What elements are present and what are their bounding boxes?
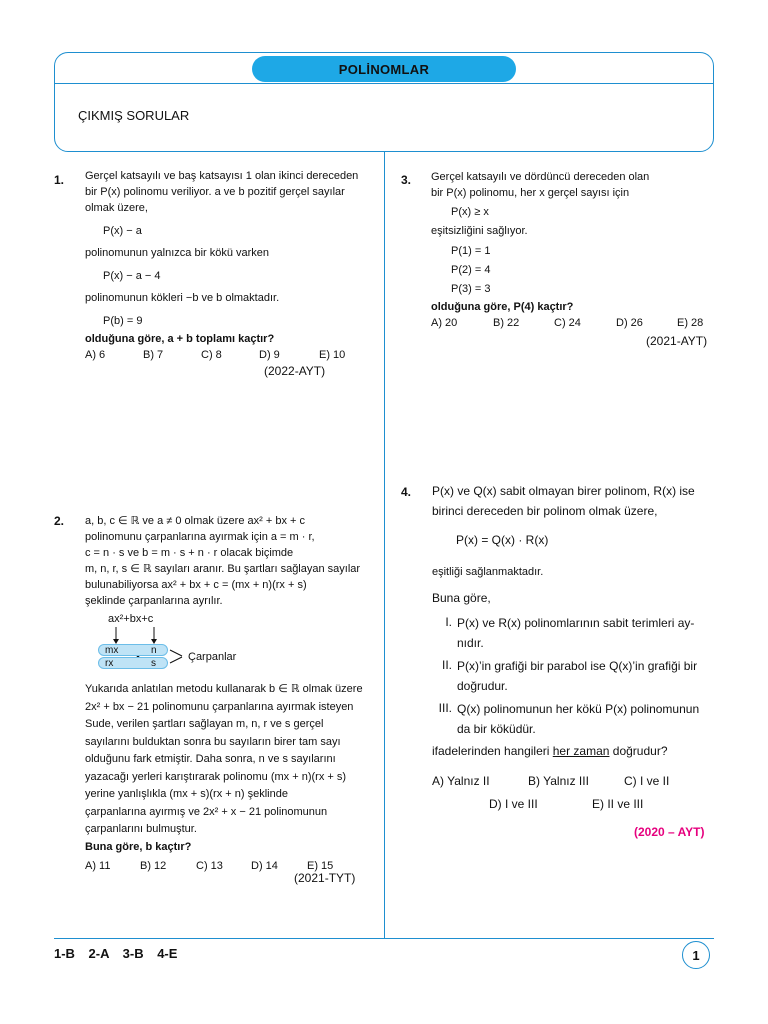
q3-condition: P(2) = 4 xyxy=(451,264,491,276)
statement xyxy=(432,656,699,696)
choice[interactable]: E) 15 xyxy=(307,860,334,872)
q2-line: bulunabiliyorsa ax² + bx + c = (mx + n)(rx + s) xyxy=(85,579,307,591)
source-label-highlight: (2020 – AYT) xyxy=(634,825,705,839)
column-divider xyxy=(384,152,385,938)
q4-expr: P(x) = Q(x) · R(x) xyxy=(456,533,549,547)
question-2-body xyxy=(85,681,363,872)
q1-choices xyxy=(85,349,358,361)
choice[interactable]: C) 8 xyxy=(201,349,222,361)
q3-condition: P(3) = 3 xyxy=(451,283,491,295)
question-1 xyxy=(85,168,358,361)
q4-question xyxy=(432,742,668,760)
choice[interactable]: E) 10 xyxy=(319,349,346,361)
diagram-row-1 xyxy=(98,644,168,656)
q3-condition: P(1) = 1 xyxy=(451,245,491,257)
diagram-rx: rx xyxy=(105,658,114,669)
q4-ask: ifadelerinden hangileri xyxy=(432,744,553,758)
q1-expr: P(x) − a xyxy=(103,225,142,237)
q3-line: Gerçel katsayılı ve dördüncü dereceden olan xyxy=(431,171,650,183)
page-number: 1 xyxy=(682,941,710,969)
choice[interactable]: C) 24 xyxy=(554,317,581,329)
choice[interactable]: A) 11 xyxy=(85,860,111,872)
q2-line: yerine yanlışlıkla (mx + s)(rx + n) şeklinde xyxy=(85,788,288,800)
q4-choices-row-1 xyxy=(432,774,669,788)
choice[interactable]: D) 9 xyxy=(259,349,280,361)
q1-expr: P(x) − a − 4 xyxy=(103,270,161,282)
choice[interactable]: C) 13 xyxy=(196,860,223,872)
q2-line: şeklinde çarpanlarına ayrılır. xyxy=(85,595,223,607)
choice[interactable]: A) 20 xyxy=(431,317,458,329)
q3-line: bir P(x) polinomu, her x gerçel sayısı için xyxy=(431,187,630,199)
choice[interactable]: E) 28 xyxy=(677,317,704,329)
statement-text: da bir köküdür. xyxy=(457,722,536,736)
diagram-label: Çarpanlar xyxy=(188,651,237,663)
source-label: (2022-AYT) xyxy=(264,364,326,378)
question-number: 4. xyxy=(401,485,412,499)
q3-expr: P(x) ≥ x xyxy=(451,206,489,218)
q2-question: Buna göre, b kaçtır? xyxy=(85,840,192,853)
q3-text: eşitsizliğini sağlıyor. xyxy=(431,225,528,237)
q2-line: çarpanlarını bulmuştur. xyxy=(85,823,197,835)
factor-diagram xyxy=(96,613,266,673)
choice[interactable]: C) I ve II xyxy=(624,774,670,788)
question-number: 2. xyxy=(54,514,65,528)
choice[interactable]: B) 22 xyxy=(493,317,520,329)
q4-text: Buna göre, xyxy=(432,591,491,605)
choice[interactable]: B) Yalnız III xyxy=(528,774,589,788)
q1-line: bir P(x) polinomu veriliyor. a ve b pozitif gerçel sayılar xyxy=(85,186,345,198)
answer-key: 1-B 2-A 3-B 4-E xyxy=(54,946,178,961)
q2-line: çarpanlarına ayırmış ve 2x² + x − 21 polinomunun xyxy=(85,805,328,818)
q1-expr: P(b) = 9 xyxy=(103,315,143,327)
diagram-n: n xyxy=(151,645,157,656)
statement-text: Q(x) polinomunun her kökü P(x) polinomunun xyxy=(457,702,700,716)
q2-line: Yukarıda anlatılan metodu kullanarak b ∈ ℝ olmak üzere xyxy=(85,683,363,695)
q2-line: a, b, c ∈ ℝ ve a ≠ 0 olmak üzere ax² + bx + c xyxy=(85,515,305,527)
q4-text: eşitliği sağlanmaktadır. xyxy=(432,566,544,578)
q2-line: 2x² + bx − 21 polinomunu çarpanlarına ayırmak isteyen xyxy=(85,700,354,713)
q4-statements xyxy=(432,613,699,739)
q2-line: c = n · s ve b = m · s + n · r olacak biçimde xyxy=(85,547,294,559)
diagram-row-2 xyxy=(98,657,168,669)
chapter-title: POLİNOMLAR xyxy=(252,56,516,82)
q3-choices xyxy=(431,317,703,329)
q2-line: yazacağı yerleri karıştırarak polinomu (mx + n)(rx + s) xyxy=(85,770,347,783)
statement xyxy=(432,613,699,653)
statement xyxy=(432,699,699,739)
statement-roman: III. xyxy=(438,701,452,715)
statement-roman: II. xyxy=(441,658,452,672)
choice[interactable]: E) II ve III xyxy=(592,797,644,811)
choice[interactable]: A) Yalnız II xyxy=(432,774,490,788)
choice[interactable]: B) 12 xyxy=(140,860,167,872)
q2-line: Sude, verilen şartları sağlayan m, n, r ve s gerçel xyxy=(85,718,324,730)
q1-line: Gerçel katsayılı ve baş katsayısı 1 olan ikinci dereceden xyxy=(85,170,359,182)
statement-text: P(x) ve R(x) polinomlarının sabit terimleri ay- xyxy=(457,616,695,630)
q2-line: olduğunu fark etmiştir. Daha sonra, n ve s sayılarını xyxy=(85,753,336,765)
question-number: 1. xyxy=(54,173,65,187)
q3-question: olduğuna göre, P(4) kaçtır? xyxy=(431,301,574,313)
q4-ask: doğrudur? xyxy=(609,744,668,758)
choice[interactable]: A) 6 xyxy=(85,349,106,361)
source-label: (2021-AYT) xyxy=(646,334,708,348)
question-number: 3. xyxy=(401,173,412,187)
question-2 xyxy=(85,513,360,609)
q1-question: olduğuna göre, a + b toplamı kaçtır? xyxy=(85,333,275,345)
question-3 xyxy=(431,169,703,329)
diagram-polynomial: ax²+bx+c xyxy=(108,613,154,625)
statement-text: doğrudur. xyxy=(457,679,508,693)
choice[interactable]: B) 7 xyxy=(143,349,164,361)
diagram-s: s xyxy=(151,658,156,669)
q2-line: polinomunu çarpanlarına ayırmak için a = m · r, xyxy=(85,531,315,543)
q2-line: sayılarını bulduktan sonra bu sayıların birer tam sayı xyxy=(85,735,341,748)
statement-text: nıdır. xyxy=(457,636,484,650)
q4-choices-row-2 xyxy=(489,797,643,811)
section-title: ÇIKMIŞ SORULAR xyxy=(78,108,190,123)
source-label: (2021-TYT) xyxy=(294,871,356,885)
q4-line: birinci dereceden bir polinom olmak üzere, xyxy=(432,504,658,518)
diagram-mx: mx xyxy=(105,645,119,656)
statement-roman: I. xyxy=(445,615,452,629)
q2-line: m, n, r, s ∈ ℝ sayıları aranır. Bu şartları sağlayan sayılar xyxy=(85,563,361,575)
choice[interactable]: D) 14 xyxy=(251,860,278,872)
question-4 xyxy=(432,481,695,607)
statement-text: P(x)’in grafiği bir parabol ise Q(x)’in grafiği bir xyxy=(457,659,698,673)
q1-line: olmak üzere, xyxy=(85,202,148,214)
footer-divider xyxy=(54,938,714,939)
choice[interactable]: D) I ve III xyxy=(489,797,538,811)
header-divider xyxy=(54,83,714,84)
q1-text: polinomunun kökleri −b ve b olmaktadır. xyxy=(85,292,280,304)
q1-text: polinomunun yalnızca bir kökü varken xyxy=(85,247,270,259)
q4-ask-emphasis: her zaman xyxy=(552,744,610,758)
choice[interactable]: D) 26 xyxy=(616,317,643,329)
q4-line: P(x) ve Q(x) sabit olmayan birer polinom, R(x) ise xyxy=(432,484,695,498)
